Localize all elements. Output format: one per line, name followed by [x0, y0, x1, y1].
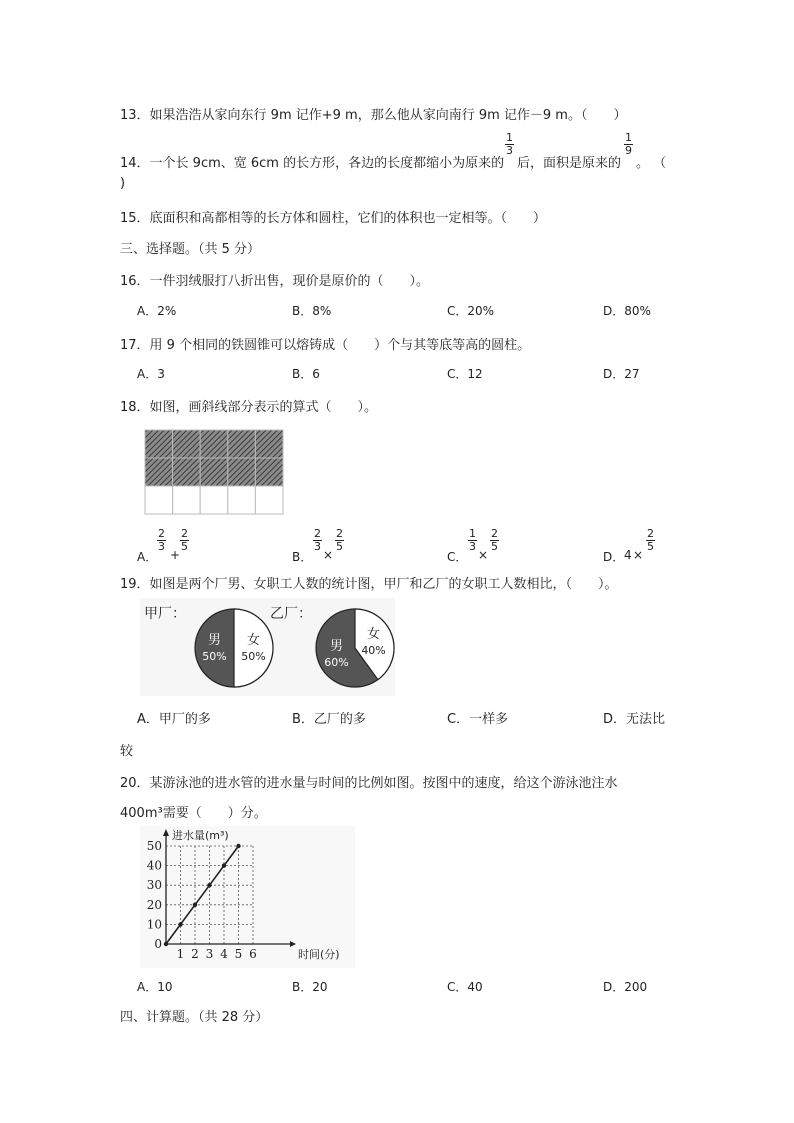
q18-option-d[interactable]	[603, 548, 624, 565]
y-tick-label: 40	[146, 858, 162, 873]
grid-cell	[200, 458, 228, 486]
q15-text: 15．底面积和高都相等的长方体和圆柱，它们的体积也一定相等。（ ）	[120, 211, 547, 226]
y-tick-label: 30	[146, 878, 162, 893]
pie-pct-female: 40%	[361, 643, 386, 657]
grid-cell	[228, 486, 256, 514]
q19-option-a[interactable]: A．甲厂的多	[137, 712, 211, 727]
q18-option-c[interactable]	[447, 548, 467, 565]
pie-label-male: 男	[207, 633, 222, 648]
data-point	[236, 844, 240, 848]
x-tick-label: 2	[191, 947, 199, 961]
q14-fraction-2	[624, 132, 633, 157]
data-point	[164, 942, 168, 946]
q16-text: 16．一件羽绒服打八折出售，现价是原价的（ ）。	[120, 274, 430, 289]
grid-cell	[145, 486, 173, 514]
grid-cell	[255, 486, 283, 514]
q18-a-frac1	[157, 528, 166, 553]
q18-a-f2d: 5	[181, 540, 188, 553]
q14-cont: )	[120, 176, 126, 191]
pie-label-female: 女	[367, 626, 381, 642]
q14-fraction-1	[505, 132, 514, 157]
q20-line-chart	[140, 826, 355, 968]
q17-option-a[interactable]: A．3	[137, 367, 165, 381]
q20-option-b[interactable]: B．20	[292, 980, 328, 994]
section-4-heading: 四、计算题。（共 28 分）	[120, 1010, 269, 1025]
q14-part1: 14．一个长 9cm、宽 6cm 的长方形，各边的长度都缩小为原来的	[120, 156, 505, 171]
q18-c-frac1	[468, 528, 477, 553]
q19-text: 19．如图是两个厂男、女职工人数的统计图，甲厂和乙厂的女职工人数相比，（ ）。	[120, 577, 618, 592]
pie-pct-male: 60%	[324, 656, 349, 670]
q17-text: 17．用 9 个相同的铁圆锥可以熔铸成（ ）个与其等底等高的圆柱。	[120, 338, 531, 353]
q18-option-b[interactable]	[292, 548, 312, 565]
grid-cell	[173, 458, 201, 486]
data-point	[222, 863, 226, 867]
grid-cell	[200, 486, 228, 514]
q14-f2-num: 1	[625, 131, 632, 144]
q18-b-frac1	[313, 528, 322, 553]
q18-b-f1n: 2	[314, 527, 321, 540]
grid-cell	[228, 458, 256, 486]
q18-text: 18．如图，画斜线部分表示的算式（ ）。	[120, 400, 378, 415]
q18-a-frac2	[180, 528, 189, 553]
q18-d-whole: 4	[624, 548, 632, 562]
grid-cell	[200, 430, 228, 458]
q18-b-f1d: 3	[314, 540, 321, 553]
q18-d-frac2	[646, 528, 655, 553]
grid-cell	[228, 430, 256, 458]
q20-option-c[interactable]: C．40	[447, 980, 483, 994]
x-tick-label: 4	[220, 947, 228, 961]
q17-option-c[interactable]: C．12	[447, 367, 483, 381]
q14-part3: 。 （	[636, 156, 667, 171]
q18-b-op: ×	[323, 548, 334, 562]
q13-text: 13．如果浩浩从家向东行 9m 记作+9 m，那么他从家向南行 9m 记作－9 m。（ ）	[120, 108, 627, 123]
pie-pct-female: 50%	[241, 650, 266, 663]
y-tick-label: 50	[146, 839, 162, 853]
q18-c-frac2	[490, 528, 499, 553]
q19-pie-charts	[140, 598, 395, 696]
q14-f1-num: 1	[506, 131, 513, 144]
pie-pct-male: 50%	[202, 650, 227, 663]
y-tick-label: 10	[146, 917, 162, 932]
q18-b-label: B．	[292, 550, 313, 564]
q18-c-f2n: 2	[491, 527, 498, 540]
x-tick-label: 1	[176, 947, 185, 961]
q18-d-label: D．	[603, 550, 625, 564]
q16-option-a[interactable]: A．2%	[137, 304, 177, 318]
grid-cell	[145, 458, 173, 486]
q14-f1-den: 3	[506, 144, 513, 157]
q20-line1: 20．某游泳池的进水管的进水量与时间的比例如图。按图中的速度，给这个游泳池注水	[120, 776, 618, 791]
q18-a-f1n: 2	[158, 527, 165, 540]
q18-c-op: ×	[478, 548, 489, 562]
q18-c-label: C．	[447, 550, 468, 564]
q18-grid-figure	[143, 428, 285, 515]
q18-d-f2d: 5	[647, 540, 654, 553]
q14-f2-den: 9	[625, 144, 632, 157]
q18-option-a[interactable]	[137, 548, 157, 565]
y-axis-label: 进水量(m³)	[172, 829, 229, 842]
y-tick-label: 20	[146, 897, 162, 912]
q19-option-c[interactable]: C．一样多	[447, 712, 509, 727]
grid-cell	[173, 430, 201, 458]
q18-b-f2n: 2	[336, 527, 343, 540]
grid-cell	[255, 430, 283, 458]
pie-title: 乙厂：	[270, 606, 312, 622]
q18-a-f2n: 2	[181, 527, 188, 540]
q16-option-d[interactable]: D．80%	[603, 304, 651, 318]
data-point	[207, 883, 211, 887]
q18-a-f1d: 3	[158, 540, 165, 553]
q16-option-b[interactable]: B．8%	[292, 304, 332, 318]
q19-option-d-cont: 较	[120, 744, 134, 759]
q18-d-f2n: 2	[647, 527, 654, 540]
q16-option-c[interactable]: C．20%	[447, 304, 495, 318]
x-axis-label: 时间(分)	[298, 948, 340, 961]
x-tick-label: 3	[205, 947, 214, 961]
data-point	[193, 903, 197, 907]
pie-title: 甲厂：	[144, 606, 186, 622]
q18-c-f1n: 1	[469, 527, 476, 540]
y-tick-label: 0	[154, 937, 162, 951]
q17-option-d[interactable]: D．27	[603, 367, 640, 381]
section-3-heading: 三、选择题。（共 5 分）	[120, 242, 261, 257]
q20-option-d[interactable]: D．200	[603, 980, 648, 994]
q18-a-label: A．	[137, 550, 158, 564]
data-point	[178, 922, 182, 926]
grid-cell	[173, 486, 201, 514]
q18-c-f2d: 5	[491, 540, 498, 553]
pie-label-female: 女	[246, 633, 261, 648]
q18-b-frac2	[335, 528, 344, 553]
q19-option-b[interactable]: B．乙厂的多	[292, 712, 366, 727]
pie-label-male: 男	[329, 639, 343, 655]
q18-c-f1d: 3	[469, 540, 476, 553]
q18-a-op: +	[170, 548, 181, 562]
q18-d-op: ×	[633, 548, 644, 562]
q17-option-b[interactable]: B．6	[292, 367, 320, 381]
q18-b-f2d: 5	[336, 540, 343, 553]
grid-cell	[145, 430, 173, 458]
q19-option-d[interactable]: D．无法比	[603, 712, 666, 727]
q20-option-a[interactable]: A．10	[137, 980, 173, 994]
x-tick-label: 6	[249, 947, 257, 961]
q20-line2: 400m³需要（ ）分。	[120, 806, 267, 821]
grid-cell	[255, 458, 283, 486]
x-tick-label: 5	[234, 947, 243, 961]
q14-part2: 后，面积是原来的	[517, 156, 622, 171]
